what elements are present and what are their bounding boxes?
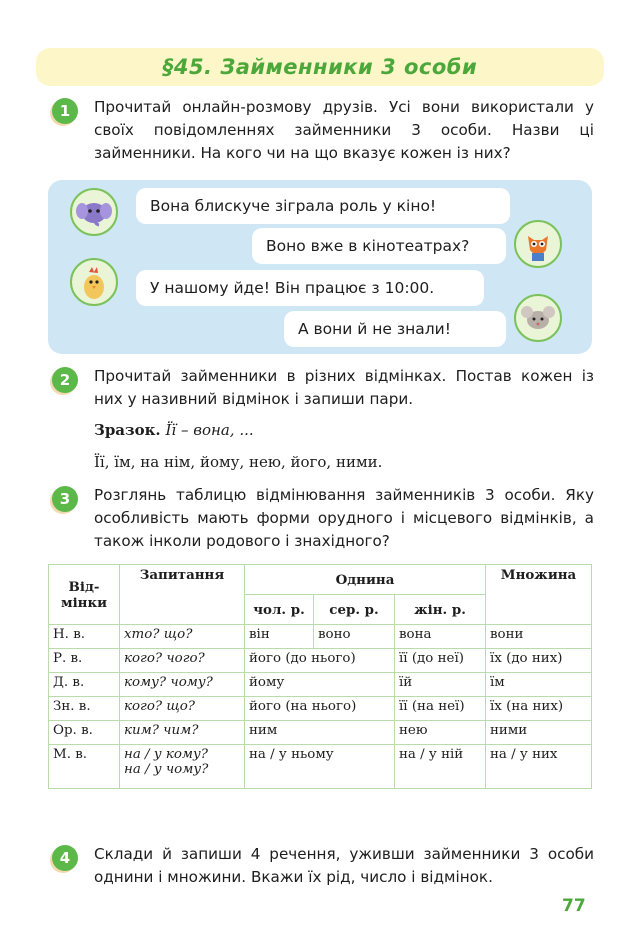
elephant-avatar-icon [70,188,118,236]
plural-cell: їх (на них) [486,697,592,721]
header-feminine: жін. р. [395,595,486,625]
case-cell: Ор. в. [49,721,120,745]
case-cell: Н. в. [49,625,120,649]
chat-message: У нашому йде! Він працює з 10:00. [136,270,484,306]
chat-message: А вони й не знали! [284,311,506,347]
plural-cell: їм [486,673,592,697]
table-row [49,745,592,789]
masc-neut-cell: його (на нього) [245,697,395,721]
case-cell: М. в. [49,745,120,789]
task-4-text: Склади й запиши 4 речення, уживши займенники 3 особи однини і множини. Вкажи їх рід, число і відмінок. [94,845,594,886]
case-cell: Р. в. [49,649,120,673]
question-cell: кого? що? [120,697,245,721]
example-label: Зразок. [94,421,161,439]
task-number-3: 3 [52,486,78,512]
table-row [49,649,592,673]
case-cell: Зн. в. [49,697,120,721]
page-number: 77 [562,896,586,916]
masc-neut-cell: на / у ньому [245,745,395,789]
masc-neut-cell: йому [245,673,395,697]
feminine-cell: її (до неї) [395,649,486,673]
header-plural: Множина [486,565,592,625]
feminine-cell: нею [395,721,486,745]
example-line [94,421,254,439]
masc-neut-cell: ним [245,721,395,745]
question-cell: хто? що? [120,625,245,649]
plural-cell: на / у них [486,745,592,789]
task-1-text: Прочитай онлайн-розмову друзів. Усі вони використали у своїх повідомленнях займенники 3 особи. Назви ці займенники. На кого чи на що вказує кожен із них? [94,98,594,162]
question-cell: ким? чим? [120,721,245,745]
question-cell: на / у кому? на / у чому? [120,745,245,789]
header-singular: Однина [245,565,486,595]
table-row [49,721,592,745]
table-row [49,625,592,649]
task-number-4: 4 [52,845,78,871]
plural-cell: ними [486,721,592,745]
chat-panel [48,180,592,354]
page-title: §45. Займенники 3 особи [162,55,478,79]
header-case: Від- мінки [49,565,120,625]
feminine-cell: їй [395,673,486,697]
task-number-1: 1 [52,98,78,124]
chick-avatar-icon [70,258,118,306]
pronoun-list: Її, їм, на нім, йому, нею, його, ними. [94,453,383,471]
table-row [49,697,592,721]
plural-cell: їх (до них) [486,649,592,673]
declension-table [48,564,592,789]
masc-neut-cell: його (до нього) [245,649,395,673]
task-number-2: 2 [52,367,78,393]
question-cell: кому? чому? [120,673,245,697]
case-cell: Д. в. [49,673,120,697]
header-neuter: сер. р. [314,595,395,625]
header-masculine: чол. р. [245,595,314,625]
masculine-cell: він [245,625,314,649]
feminine-cell: на / у ній [395,745,486,789]
table-row [49,673,592,697]
task-2-text: Прочитай займенники в різних відмінках. Постав кожен із них у називний відмінок і запиши пари. [94,367,594,408]
feminine-cell: вона [395,625,486,649]
title-banner [36,48,604,86]
task-3-text: Розглянь таблицю відмінювання займенників 3 особи. Яку особливість мають форми орудного і місцевого відмінків, а також інколи родового і знахідного? [94,486,594,550]
fox-avatar-icon [514,220,562,268]
example-text: Її – вона, ... [165,421,254,439]
mouse-avatar-icon [514,294,562,342]
plural-cell: вони [486,625,592,649]
feminine-cell: її (на неї) [395,697,486,721]
chat-message: Вона блискуче зіграла роль у кіно! [136,188,510,224]
question-cell: кого? чого? [120,649,245,673]
neuter-cell: воно [314,625,395,649]
chat-message: Воно вже в кінотеатрах? [252,228,506,264]
header-question: Запитання [120,565,245,625]
